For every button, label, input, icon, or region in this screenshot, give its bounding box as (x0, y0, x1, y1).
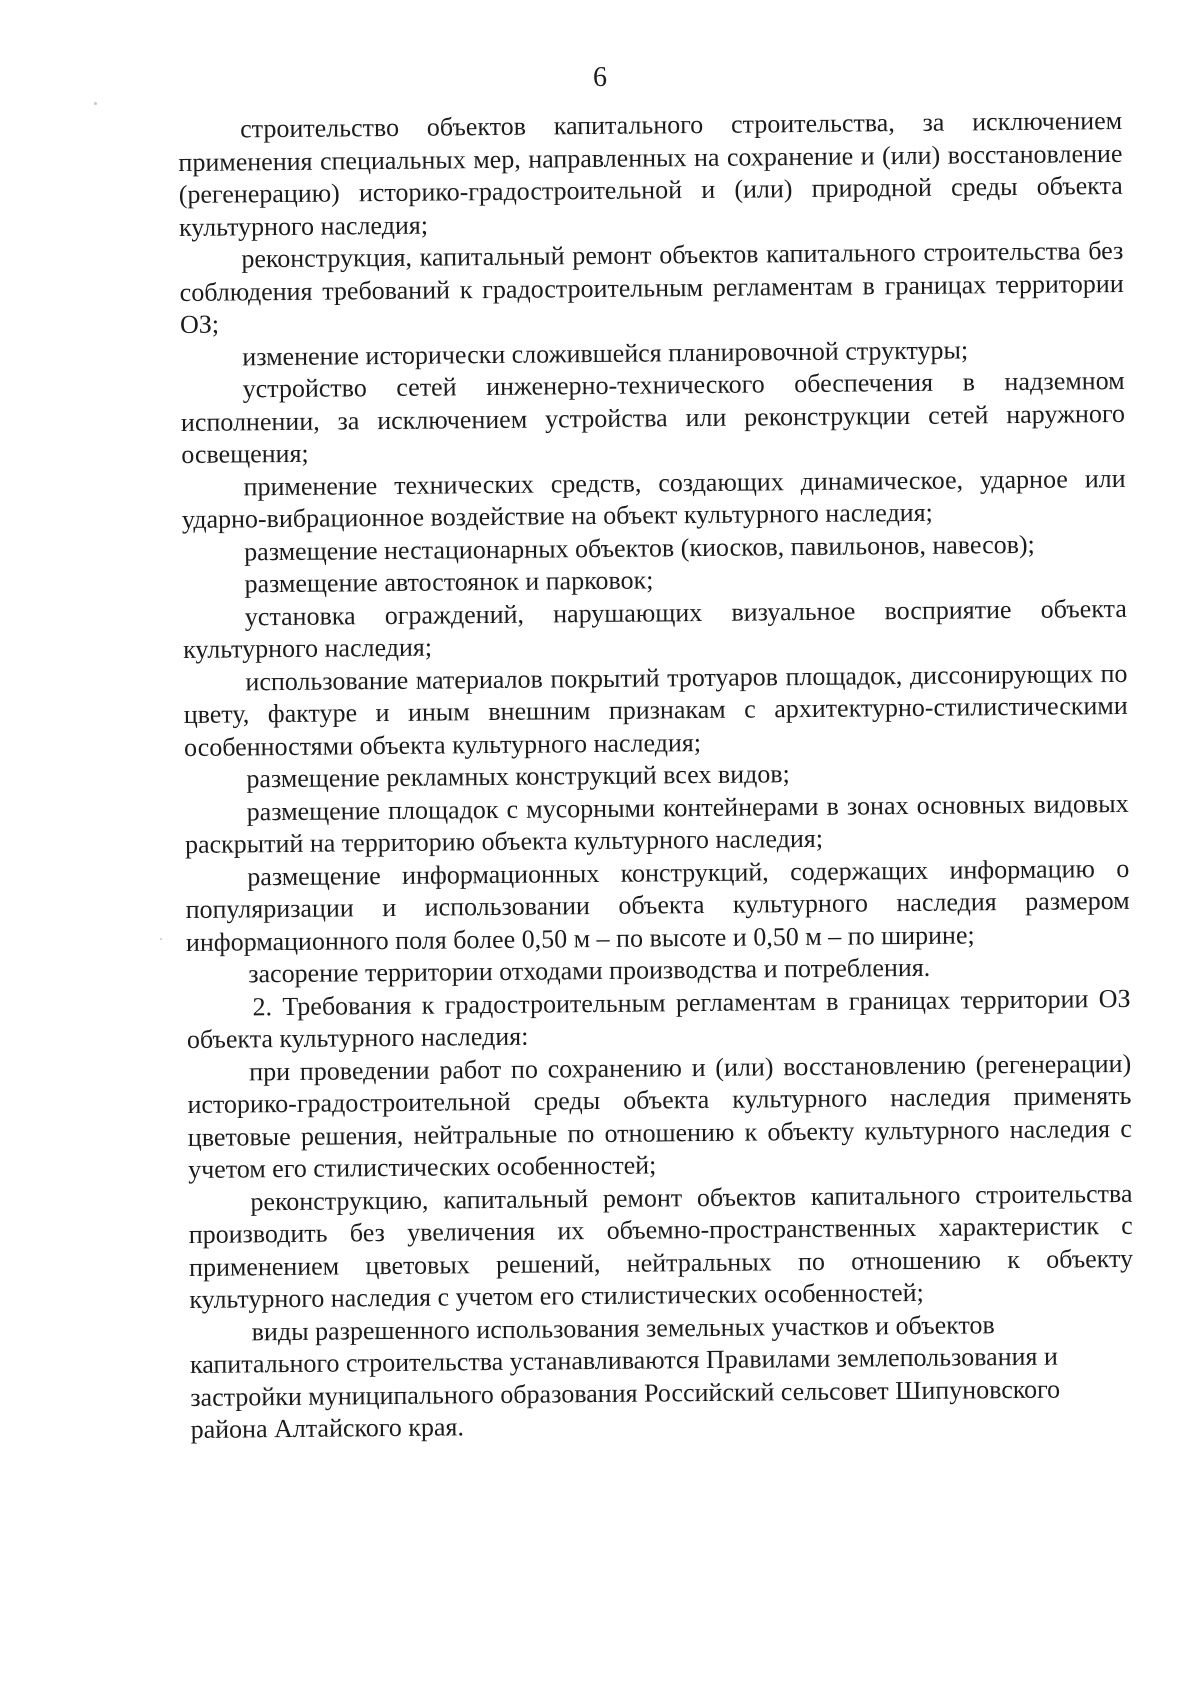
paragraph-waste-containers: размещение площадок с мусорными контейнерами в зонах основных видовых раскрытий на территорию объекта культурного наследия; (184, 788, 1129, 859)
scan-speck (94, 102, 97, 105)
paragraph-engineering-networks: устройство сетей инженерно-технического обеспечения в надземном исполнении, за исключением устройства или реконструкции сетей наружного освещения; (180, 365, 1126, 469)
paragraph-parking: размещение автостоянок и парковок; (244, 565, 654, 599)
paragraph-pavement-materials: использование материалов покрытий тротуаров площадок, диссонирующих по цвету, фактуре и иным внешним признакам с архитектурно-стилистическими особенностями объекта культурного наследия; (183, 658, 1128, 762)
paragraph-fences: установка ограждений, нарушающих визуальное восприятие объекта культурного наследия; (183, 593, 1127, 664)
page-number: 6 (593, 62, 607, 93)
paragraph-color-solutions: при проведении работ по сохранению и (или) восстановлению (регенерации) историко-градостроительной среды объекта культурного наследия применять цветовые решения, нейтральные по отношению к объекту культурного наследия с учетом его стилистических особенностей; (187, 1048, 1132, 1184)
paragraph-permitted-use: виды разрешенного использования земельных участков и объектов капитального строительства устанавливаются Правилами землепользования и застройки муниципального образования Российский сельсовет Шипуновского района Алтайского края. (189, 1309, 1061, 1444)
paragraph-reconstruction-ban: реконструкция, капитальный ремонт объектов капитального строительства без соблюдения требований к градостроительным регламентам в границах территории ОЗ; (179, 235, 1124, 339)
paragraph-advertising: размещение рекламных конструкций всех видов; (246, 759, 790, 794)
document-body (178, 105, 1135, 1447)
paragraph-planning-structure: изменение исторически сложившейся планировочной структуры; (242, 334, 969, 371)
section-heading-requirements: 2. Требования к градостроительным регламентам в границах территории ОЗ объекта культурного наследия: (186, 983, 1131, 1054)
paragraph-construction-ban: строительство объектов капитального строительства, за исключением применения специальных мер, направленных на сохранение и (или) восстановление (регенерацию) историко-градостроительной и (или) природной среды объекта культурного наследия; (178, 105, 1123, 242)
paragraph-technical-means: применение технических средств, создающих динамическое, ударное или ударно-вибрационное воздействие на объект культурного наследия; (181, 463, 1126, 534)
paragraph-littering: засорение территории отходами производства и потребления. (248, 952, 931, 989)
paragraph-reconstruction-requirements: реконструкцию, капитальный ремонт объектов капитального строительства производить без увеличения их объемно-пространственных характеристик с применением цветовых решений, нейтральных по отношению к объекту культурного наследия с учетом его стилистических особенностей; (188, 1178, 1134, 1314)
paragraph-information-structures: размещение информационных конструкций, содержащих информацию о популяризации и использовании объекта культурного наследия размером информационного поля более 0,50 м – по высоте и 0,50 м – по ширине; (185, 853, 1130, 957)
scan-speck (160, 938, 162, 940)
paragraph-non-stationary-objects: размещение нестационарных объектов (киосков, павильонов, навесов); (244, 529, 1035, 566)
